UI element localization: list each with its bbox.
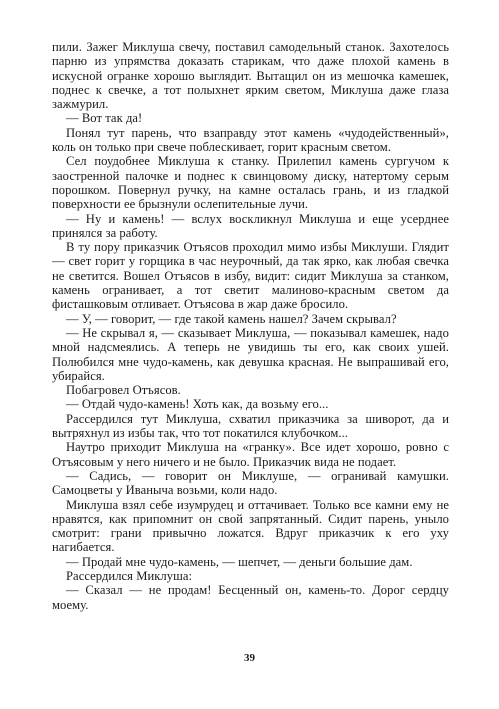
paragraph: Рассердился Миклуша: — [66, 568, 193, 583]
paragraph: — У, — говорит, — где такой камень нашел? Зачем скрывал? — [66, 311, 397, 326]
paragraph: Рассердился тут Миклуша, схватил приказчика за шиворот, да и вытряхнул из избы так, что тот покатился клубочком... — [52, 411, 449, 441]
page-number: 39 — [244, 652, 255, 664]
paragraph: В ту пору приказчик Отъясов проходил мимо избы Миклуши. Глядит — свет горит у горщика в час неурочный, да так ярко, как любая свечка не светится. Вошел Отъясов в избу, видит: сидит Миклуша за станком, камень огранивает, а тот светит малиново-красным светом да фисташковым отливает. Отъясова в жар даже бросило. — [52, 240, 449, 312]
paragraph: — Вот так да! — [66, 111, 143, 126]
paragraph: Сел поудобнее Миклуша к станку. Прилепил камень сургучом к заостренной палочке и поднес к свинцовому диску, натертому серым порошком. Повернул ручку, на камне осталась грань, и из гладкой поверхности ее брызнули ослепительные лучи. — [52, 154, 449, 212]
paragraph: — Не скрывал я, — сказывает Миклуша, — показывал камешек, надо мной надсмеялись. А теперь не увидишь ты его, как своих ушей. Полюбился мне чудо-камень, как девушка красная. Не выпрашивай его, убирайся. — [52, 325, 449, 383]
paragraph: Наутро приходит Миклуша на «гранку». Все идет хорошо, ровно с Отъясовым у него ничего и не было. Приказчик вида не подает. — [52, 440, 449, 469]
paragraph: — Ну и камень! — вслух воскликнул Миклуша и еще усерднее принялся за работу. — [52, 211, 449, 240]
paragraph: пили. Зажег Миклуша свечу, поставил самодельный станок. Захотелось парню из упрямства доказать старикам, что даже плохой камень в искусной огранке хорошо выглядит. Вытащил он из мешочка камешек, поднес к свечке, а тот полыхнет ярким светом, Миклуша даже глаза зажмурил. — [52, 40, 449, 112]
paragraph: Понял тут парень, что взаправду этот камень «чудодейственный», коль он только при свече поблескивает, горит красным светом. — [52, 125, 449, 155]
paragraph: — Сказал — не продам! Бесценный он, камень-то. Дорог сердцу моему. — [52, 583, 449, 612]
paragraph: — Продай мне чудо-камень, — шепчет, — деньги большие дам. — [66, 554, 413, 569]
paragraph: Побагровел Отъясов. — [66, 383, 181, 398]
paragraph: — Отдай чудо-камень! Хоть как, да возьму его... — [66, 397, 329, 412]
paragraph: — Садись, — говорит он Миклуше, — огранивай камушки. Самоцветы у Иваныча возьми, коли надо. — [52, 468, 449, 498]
body-text — [52, 40, 449, 612]
paragraph: Миклуша взял себе изумрудец и оттачивает. Только все камни ему не нравятся, как припомнит он свой запрятанный. Сидит парень, уныло смотрит: грани привычно ложатся. Вдруг приказчик к его уху нагибается. — [52, 497, 449, 555]
